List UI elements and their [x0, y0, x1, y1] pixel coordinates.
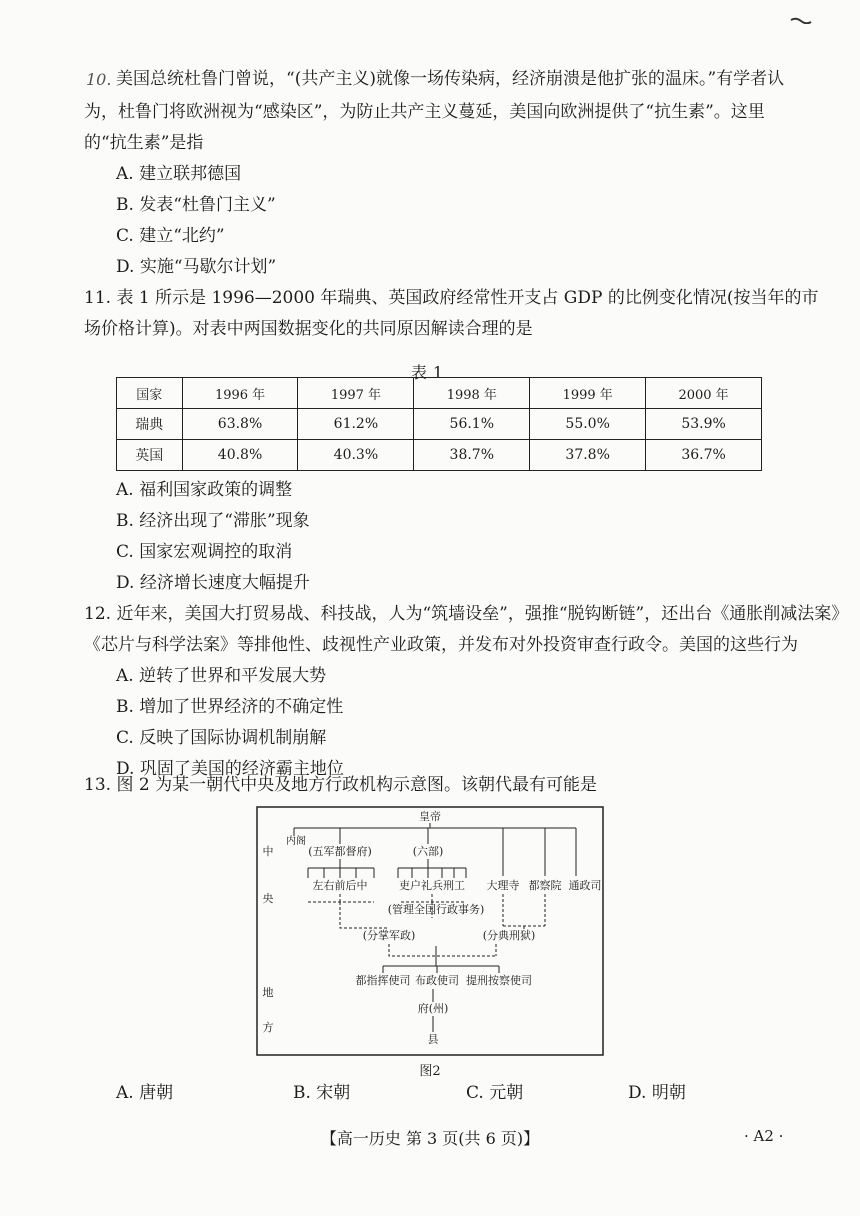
admin-structure-diagram: [256, 806, 604, 1056]
question-13-option-d: D. 明朝: [628, 1083, 686, 1103]
table-header-row: [117, 378, 762, 409]
question-13-option-b: B. 宋朝: [293, 1083, 351, 1103]
node-duzhihui: 都指挥使司: [355, 974, 411, 987]
table-cell: 38.7%: [414, 440, 530, 471]
question-11-option-d: D. 经济增长速度大幅提升: [116, 573, 310, 593]
data-table: [116, 377, 762, 471]
table-header-cell: 1996 年: [182, 378, 298, 409]
question-11-line-1: 11. 表 1 所示是 1996—2000 年瑞典、英国政府经常性开支占 GDP 的比例变化情况(按当年的市: [84, 288, 819, 308]
node-neige: 内阁: [286, 836, 306, 847]
table-row: [117, 440, 762, 471]
table-header-cell: 1998 年: [414, 378, 530, 409]
question-13-line-1: 13. 图 2 为某一朝代中央及地方行政机构示意图。该朝代最有可能是: [84, 775, 598, 795]
table-cell: 61.2%: [298, 409, 414, 440]
question-12-option-c: C. 反映了国际协调机制崩解: [116, 728, 327, 748]
node-duchayuan: 都察院: [528, 879, 562, 892]
table-cell: 36.7%: [646, 440, 762, 471]
question-11-option-b: B. 经济出现了“滞胀”现象: [116, 511, 310, 531]
table-cell: 40.3%: [298, 440, 414, 471]
table-cell: 56.1%: [414, 409, 530, 440]
note-fendian: (分典刑狱): [482, 929, 536, 942]
table-title: 表1: [410, 363, 450, 382]
table-cell: 63.8%: [182, 409, 298, 440]
page-footer: 【高一历史 第 3 页(共 6 页)】: [320, 1129, 540, 1148]
question-11-option-c: C. 国家宏观调控的取消: [116, 542, 293, 562]
node-wujun: (五军都督府): [308, 845, 372, 858]
side-label-central-1: 中: [262, 845, 274, 858]
node-wujun-sub: 左右前后中: [312, 879, 368, 892]
table-cell: 瑞典: [117, 409, 183, 440]
question-12-line-2: 《芯片与科学法案》等排他性、歧视性产业政策，并发布对外投资审查行政令。美国的这些行为: [84, 635, 798, 655]
node-tixing: 提刑按察使司: [466, 974, 532, 987]
note-fenzhang: (分掌军政): [362, 929, 416, 942]
question-11-option-a: A. 福利国家政策的调整: [116, 480, 293, 500]
question-13-option-a: A. 唐朝: [116, 1083, 174, 1103]
question-10-line-2: 为，杜鲁门将欧洲视为“感染区”，为防止共产主义蔓延，美国向欧洲提供了“抗生素”。这里: [84, 102, 765, 122]
table-header-cell: 2000 年: [646, 378, 762, 409]
node-tongzhengsi: 通政司: [568, 879, 602, 892]
question-12-option-b: B. 增加了世界经济的不确定性: [116, 697, 344, 717]
question-12-option-a: A. 逆转了世界和平发展大势: [116, 666, 327, 686]
pen-mark: [790, 16, 812, 24]
question-10-number: 10.: [86, 70, 112, 89]
question-12-line-1: 12. 近年来，美国大打贸易战、科技战，人为“筑墙设垒”，强推“脱钩断链”，还出台《通胀削减法案》: [84, 604, 849, 624]
table-cell: 53.9%: [646, 409, 762, 440]
question-10-line-3: 的“抗生素”是指: [84, 133, 204, 153]
question-11-line-2: 场价格计算)。对表中两国数据变化的共同原因解读合理的是: [84, 319, 533, 339]
node-liubu: (六部): [412, 845, 444, 858]
figure-caption: 图2: [419, 1064, 441, 1079]
node-dalisi: 大理寺: [486, 879, 520, 892]
note-guanli: (管理全国行政事务): [387, 903, 485, 916]
side-label-central-2: 央: [262, 892, 274, 905]
table-cell: 40.8%: [182, 440, 298, 471]
table-header-cell: 1999 年: [530, 378, 646, 409]
question-12-option-d: D. 巩固了美国的经济霸主地位: [116, 759, 344, 779]
question-13-option-c: C. 元朝: [466, 1083, 524, 1103]
side-label-local-1: 地: [262, 986, 274, 999]
node-liubu-sub: 吏户礼兵刑工: [399, 879, 465, 892]
table-cell: 55.0%: [530, 409, 646, 440]
question-10-option-c: C. 建立“北约”: [116, 226, 225, 246]
table-header-cell: 1997 年: [298, 378, 414, 409]
page-code: · A2 ·: [744, 1127, 784, 1145]
question-10-option-b: B. 发表“杜鲁门主义”: [116, 195, 276, 215]
question-10-option-d: D. 实施“马歇尔计划”: [116, 257, 277, 277]
node-fu: 府(州): [417, 1002, 449, 1015]
table-cell: 37.8%: [530, 440, 646, 471]
node-emperor: 皇帝: [419, 810, 441, 823]
node-xian: 县: [427, 1033, 439, 1046]
side-label-local-2: 方: [262, 1021, 274, 1034]
table-header-cell: 国家: [117, 378, 183, 409]
question-10-option-a: A. 建立联邦德国: [116, 164, 242, 184]
node-buzheng: 布政使司: [415, 974, 459, 987]
question-10-line-1: 美国总统杜鲁门曾说，“(共产主义)就像一场传染病，经济崩溃是他扩张的温床。”有学者认: [116, 69, 785, 89]
table-cell: 英国: [117, 440, 183, 471]
table-row: [117, 409, 762, 440]
